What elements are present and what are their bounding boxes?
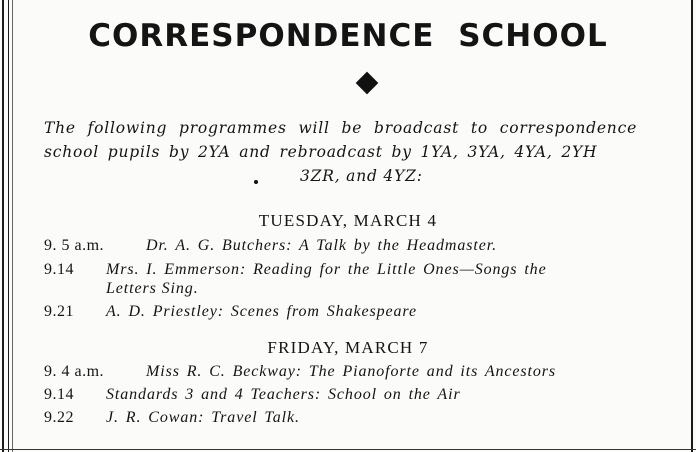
programme-title: A. D. Priestley: Scenes from Shakespeare [106,303,417,320]
intro-paragraph [44,116,674,188]
programme-time: 9. 5 a.m. [44,237,105,254]
programme-item [44,362,684,381]
programme-time: 9.14 [44,261,74,278]
programme-item [44,385,684,404]
ink-speck [254,180,258,184]
day-heading-tuesday: TUESDAY, MARCH 4 [258,211,438,230]
programme-title: J. R. Cowan: Travel Talk. [106,409,300,426]
programme-title: Mrs. I. Emmerson: Reading for the Little Ones—Songs the [106,261,547,278]
programme-time: 9. 4 a.m. [44,363,105,380]
programme-time: 9.21 [44,303,74,320]
programme-item [44,302,684,321]
intro-line: 3ZR, and 4YZ: [300,167,423,185]
day-heading-friday: FRIDAY, MARCH 7 [267,338,429,357]
programme-title: Miss R. C. Beckway: The Pianoforte and its Ancestors [146,363,557,380]
programme-title: Standards 3 and 4 Teachers: School on the Air [106,386,461,403]
intro-line: school pupils by 2YA and rebroadcast by 1YA, 3YA, 4YA, 2YH [44,143,598,161]
programme-time: 9.22 [44,409,74,426]
programme-title: Dr. A. G. Butchers: A Talk by the Headmaster. [146,237,498,254]
programme-time: 9.14 [44,386,74,403]
programme-title-continued: Letters Sing. [106,280,199,297]
diamond-ornament-icon [356,72,379,95]
page-title: CORRESPONDENCE SCHOOL [88,18,608,54]
intro-line: The following programmes will be broadcast to correspondence [44,119,638,137]
programme-item [44,236,684,255]
programme-item [44,260,674,298]
bottom-border-rule [0,449,696,450]
programme-item [44,408,684,427]
